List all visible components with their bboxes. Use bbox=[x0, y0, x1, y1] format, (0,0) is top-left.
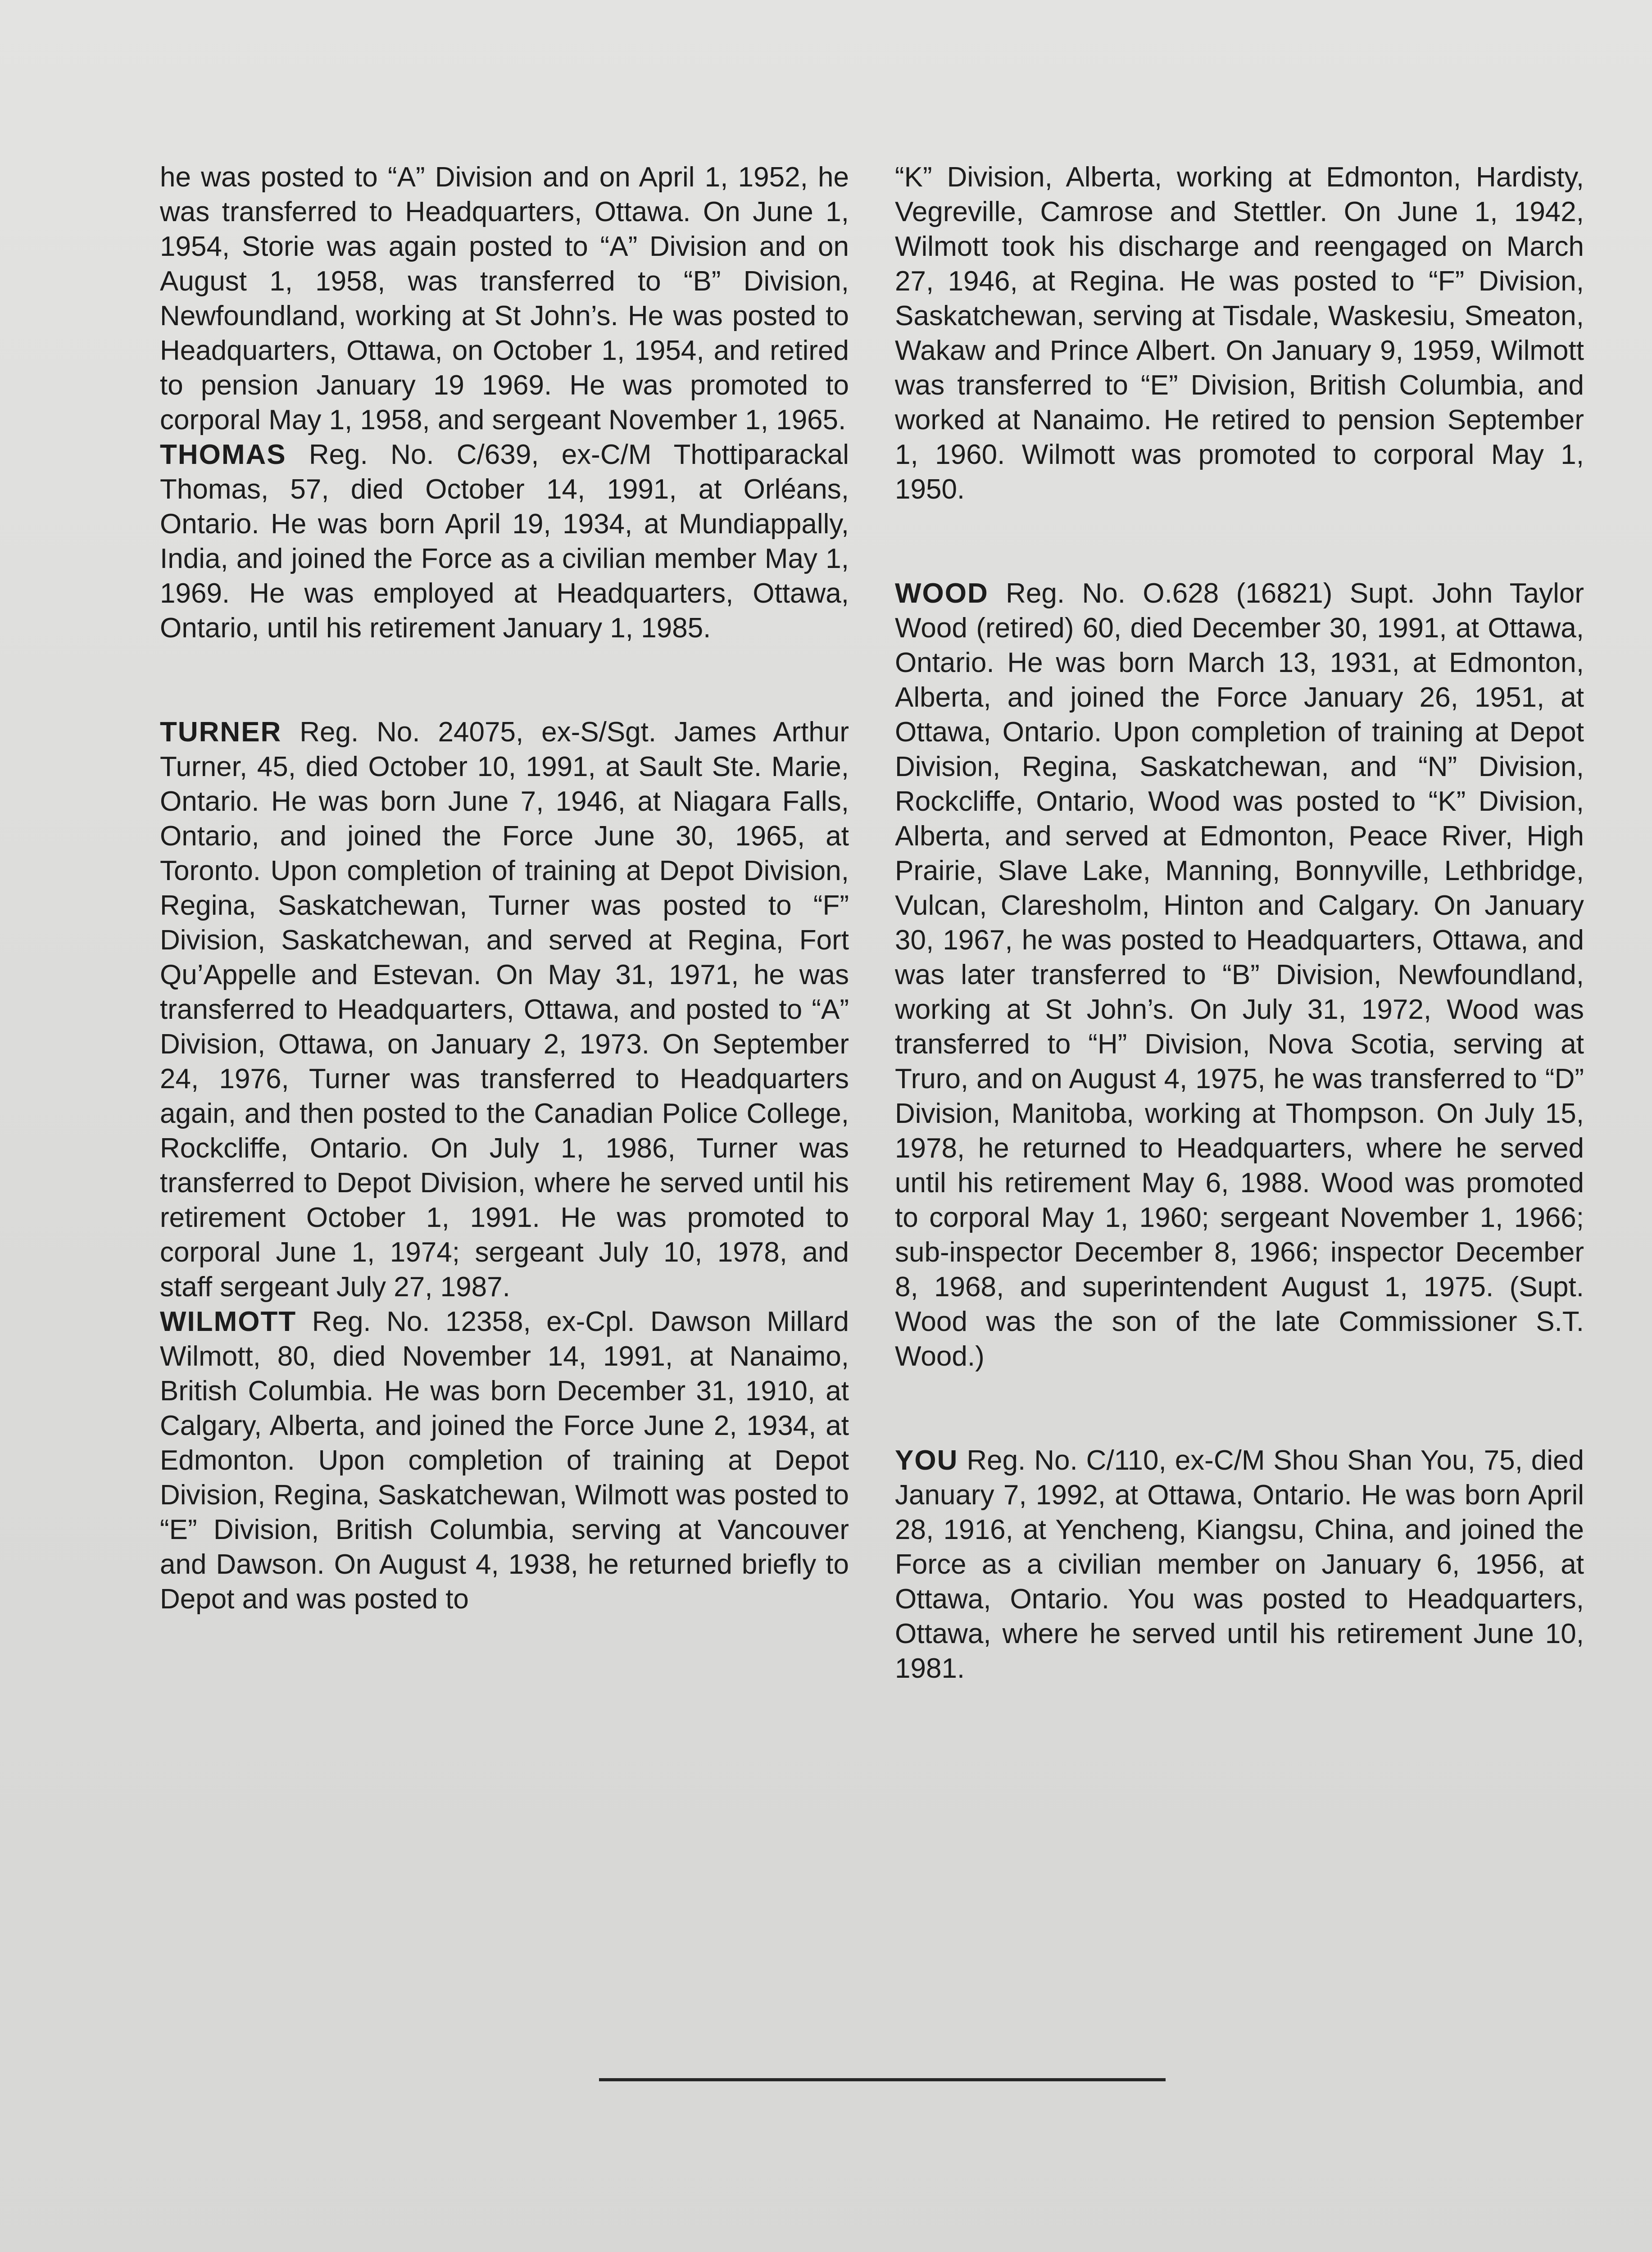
obituary-wilmott-continued bbox=[895, 160, 1584, 507]
obituary-text: he was posted to “A” Division and on April 1, 1952, he was transferred to Headquarters, Ottawa. On June 1, 1954, Storie was again posted to “A” Division and on August 1, 1958, was transferred to “B” Division, Newfoundland, working at St John’s. He was posted to Headquarters, Ottawa, on October 1, 1954, and retired to pension January 19 1969. He was promoted to corporal May 1, 1958, and sergeant November 1, 1965. bbox=[160, 162, 849, 436]
obituary-surname: YOU bbox=[895, 1445, 958, 1476]
obituary-text: Reg. No. O.628 (16821) Supt. John Taylor Wood (retired) 60, died December 30, 1991, at Ottawa, Ontario. He was born March 13, 1931, at Edmonton, Alberta, and joined the Force January 26, 1951, at Ottawa, Ontario. Upon completion of training at Depot Division, Regina, Saskatchewan, and “N” Division, Rockcliffe, Ontario, Wood was posted to “K” Division, Alberta, and served at Edmonton, Peace River, High Prairie, Slave Lake, Manning, Bonnyville, Lethbridge, Vulcan, Claresholm, Hinton and Calgary. On January 30, 1967, he was posted to Headquarters, Ottawa, and was later transferred to “B” Division, Newfoundland, working at St John’s. On July 31, 1972, Wood was transferred to “H” Division, Nova Scotia, serving at Truro, and on August 4, 1975, he was transferred to “D” Division, Manitoba, working at Thompson. On July 15, 1978, he returned to Headquarters, where he served until his retirement May 6, 1988. Wood was promoted to corporal May 1, 1960; sergeant November 1, 1966; sub-inspector December 8, 1966; inspector December 8, 1968, and superintendent August 1, 1975. (Supt. Wood was the son of the late Commissioner S.T. Wood.) bbox=[895, 578, 1584, 1372]
obituary-surname: WILMOTT bbox=[160, 1306, 297, 1337]
right-column bbox=[895, 160, 1584, 1686]
continued-obituary-storie bbox=[160, 160, 849, 437]
obituary-turner bbox=[160, 715, 849, 1304]
obituary-you bbox=[895, 1443, 1584, 1686]
obituary-text: Reg. No. C/110, ex-C/M Shou Shan You, 75, died January 7, 1992, at Ottawa, Ontario. He was born April 28, 1916, at Yencheng, Kiangsu, China, and joined the Force as a civilian member on January 6, 1956, at Ottawa, Ontario. You was posted to Headquarters, Ottawa, where he served until his retirement June 10, 1981. bbox=[895, 1445, 1584, 1684]
obituary-text: Reg. No. C/639, ex-C/M Thottiparackal Thomas, 57, died October 14, 1991, at Orléans, Ontario. He was born April 19, 1934, at Mundiappally, India, and joined the Force as a civilian member May 1, 1969. He was employed at Headquarters, Ottawa, Ontario, until his retirement January 1, 1985. bbox=[160, 439, 849, 644]
obituary-wood bbox=[895, 576, 1584, 1374]
left-column bbox=[160, 160, 849, 1616]
obituary-surname: THOMAS bbox=[160, 439, 286, 470]
section-end-rule bbox=[599, 2078, 1166, 2081]
obituary-text: Reg. No. 12358, ex-Cpl. Dawson Millard Wilmott, 80, died November 14, 1991, at Nanaimo, British Columbia. He was born December 31, 1910, at Calgary, Alberta, and joined the Force June 2, 1934, at Edmonton. Upon completion of training at Depot Division, Regina, Saskatchewan, Wilmott was posted to “E” Division, British Columbia, serving at Vancouver and Dawson. On August 4, 1938, he returned briefly to Depot and was posted to bbox=[160, 1306, 849, 1615]
obituary-surname: WOOD bbox=[895, 578, 989, 609]
obituary-surname: TURNER bbox=[160, 717, 282, 748]
obituary-text: Reg. No. 24075, ex-S/Sgt. James Arthur Turner, 45, died October 10, 1991, at Sault Ste. Marie, Ontario. He was born June 7, 1946, at Niagara Falls, Ontario, and joined the Force June 30, 1965, at Toronto. Upon completion of training at Depot Division, Regina, Saskatchewan, Turner was posted to “F” Division, Saskatchewan, and served at Regina, Fort Qu’Appelle and Estevan. On May 31, 1971, he was transferred to Headquarters, Ottawa, and posted to “A” Division, Ottawa, on January 2, 1973. On September 24, 1976, Turner was transferred to Headquarters again, and then posted to the Canadian Police College, Rockcliffe, Ontario. On July 1, 1986, Turner was transferred to Depot Division, where he served until his retirement October 1, 1991. He was promoted to corporal June 1, 1974; sergeant July 10, 1978, and staff sergeant July 27, 1987. bbox=[160, 717, 849, 1303]
obituary-thomas bbox=[160, 437, 849, 645]
obituary-text: “K” Division, Alberta, working at Edmonton, Hardisty, Vegreville, Camrose and Stettler. On June 1, 1942, Wilmott took his discharge and reengaged on March 27, 1946, at Regina. He was posted to “F” Division, Saskatchewan, serving at Tisdale, Waskesiu, Smeaton, Wakaw and Prince Albert. On January 9, 1959, Wilmott was transferred to “E” Division, British Columbia, and worked at Nanaimo. He retired to pension September 1, 1960. Wilmott was promoted to corporal May 1, 1950. bbox=[895, 162, 1584, 505]
obituary-wilmott bbox=[160, 1304, 849, 1616]
